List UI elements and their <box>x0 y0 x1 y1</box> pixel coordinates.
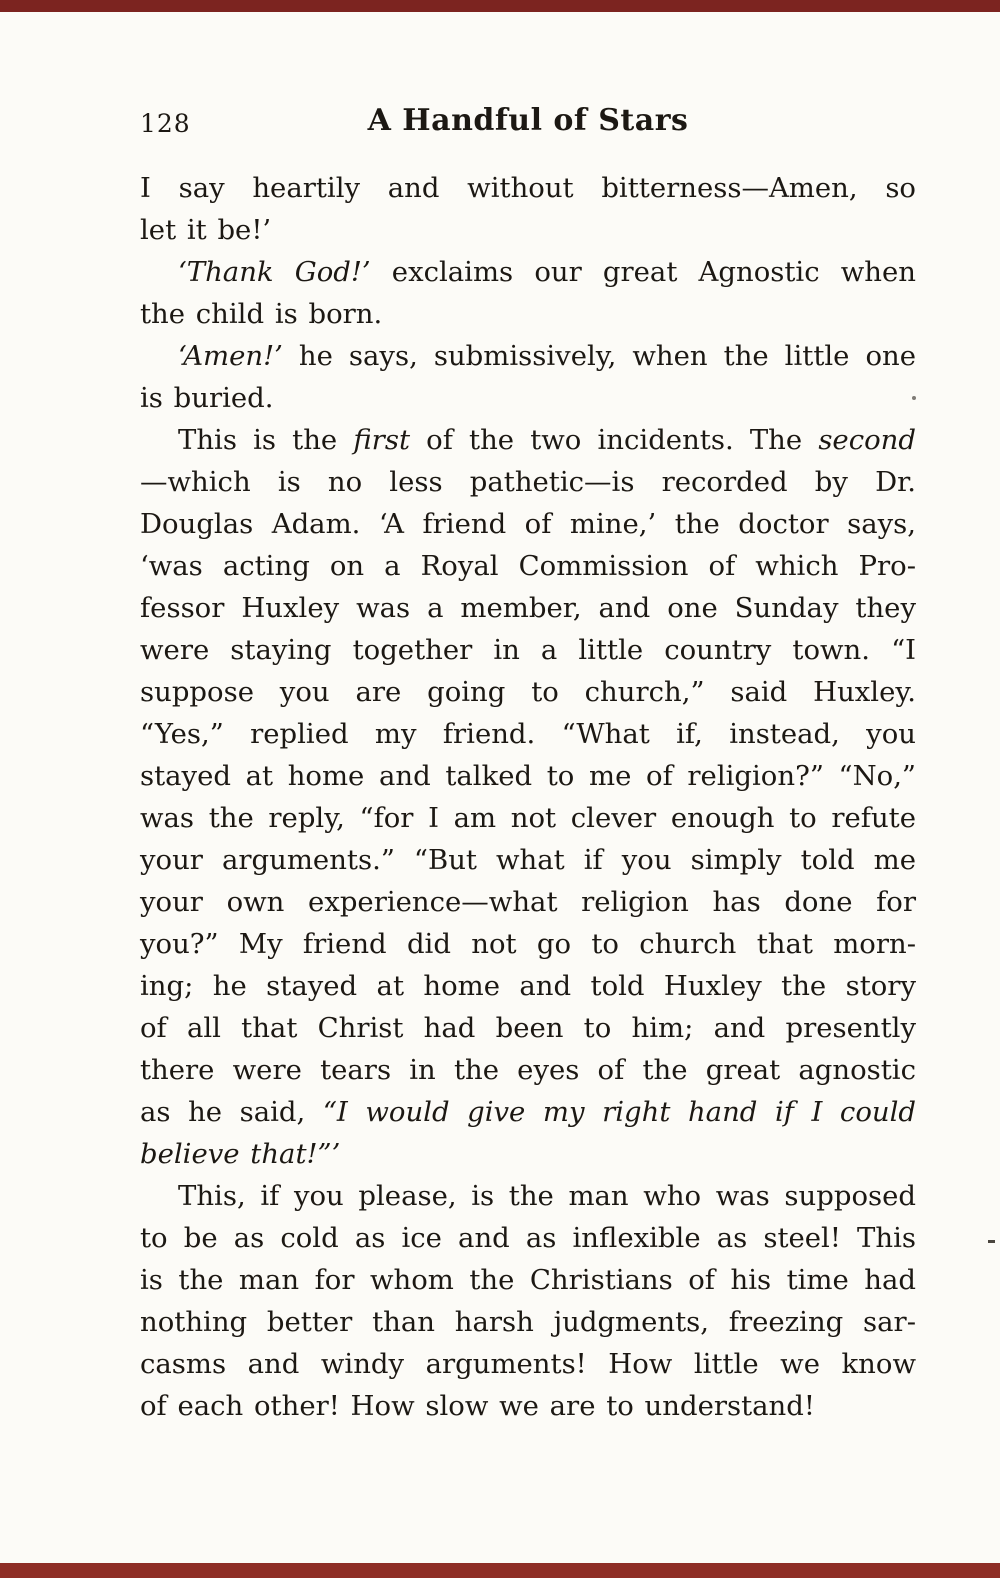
body-text: casms and windy arguments! How little we know <box>140 1348 916 1380</box>
text-line <box>140 1259 916 1301</box>
body-text: is buried. <box>140 382 274 414</box>
body-text: nothing better than harsh judgments, freezing sar- <box>140 1306 916 1338</box>
text-line <box>140 1301 916 1343</box>
body-text: your own experience—what religion has done for <box>140 886 916 918</box>
body-text: as he said, <box>140 1096 323 1128</box>
body-text: let it be!’ <box>140 214 272 246</box>
italic-text: second <box>818 424 916 456</box>
body-text: you?” My friend did not go to church that morn- <box>140 928 916 960</box>
text-line <box>140 1133 916 1175</box>
text-line <box>140 461 916 503</box>
running-header <box>140 103 916 143</box>
body-text: to be as cold as ice and as inflexible as steel! This <box>140 1222 916 1254</box>
page-number: 128 <box>140 109 191 138</box>
text-line <box>140 839 916 881</box>
scan-edge-bottom <box>0 1563 1000 1578</box>
body-text: is the man for whom the Christians of his time had <box>140 1264 916 1296</box>
scan-artifact <box>988 1240 995 1243</box>
body-text: This, if you please, is the man who was supposed <box>178 1180 916 1212</box>
body-text: “Yes,” replied my friend. “What if, instead, you <box>140 718 916 750</box>
text-line <box>140 1007 916 1049</box>
body-text: ‘was acting on a Royal Commission of which Pro- <box>140 550 916 582</box>
body-text: of the two incidents. The <box>410 424 819 456</box>
body-text: exclaims our great Agnostic when <box>370 256 917 288</box>
italic-text: “I would give my right hand if I could <box>322 1096 916 1128</box>
text-line <box>140 881 916 923</box>
book-title: A Handful of Stars <box>367 103 689 138</box>
body-text: was the reply, “for I am not clever enough to refute <box>140 802 916 834</box>
text-line <box>140 587 916 629</box>
text-line <box>140 1175 916 1217</box>
text-line <box>140 629 916 671</box>
body-text: suppose you are going to church,” said Huxley. <box>140 676 916 708</box>
text-line <box>140 545 916 587</box>
text-line <box>140 671 916 713</box>
body-text: of each other! How slow we are to understand! <box>140 1390 815 1422</box>
text-line <box>140 1217 916 1259</box>
body-text: ing; he stayed at home and told Huxley the story <box>140 970 916 1002</box>
text-line <box>140 797 916 839</box>
body-text: Douglas Adam. ‘A friend of mine,’ the doctor says, <box>140 508 916 540</box>
text-line <box>140 335 916 377</box>
body-text: there were tears in the eyes of the great agnostic <box>140 1054 916 1086</box>
text-line <box>140 713 916 755</box>
italic-text: believe that!”’ <box>140 1138 341 1170</box>
text-line <box>140 293 916 335</box>
text-block <box>140 167 916 1427</box>
text-line <box>140 377 916 419</box>
text-line <box>140 923 916 965</box>
scan-artifact <box>912 396 916 400</box>
body-text: were staying together in a little country town. “I <box>140 634 916 666</box>
italic-text: ‘Thank God!’ <box>178 256 371 288</box>
text-line <box>140 1385 916 1427</box>
body-text: the child is born. <box>140 298 383 330</box>
italic-text: ‘Amen!’ <box>178 340 283 372</box>
text-line <box>140 167 916 209</box>
italic-text: first <box>353 424 410 456</box>
body-text: stayed at home and talked to me of religion?” “No,” <box>140 760 916 792</box>
text-line <box>140 419 916 461</box>
text-line <box>140 251 916 293</box>
text-line <box>140 1343 916 1385</box>
text-line <box>140 503 916 545</box>
body-text: he says, submissively, when the little one <box>282 340 916 372</box>
body-text: This is the <box>178 424 354 456</box>
text-line <box>140 965 916 1007</box>
body-text: fessor Huxley was a member, and one Sunday they <box>140 592 916 624</box>
body-text: I say heartily and without bitterness—Amen, so <box>140 172 916 204</box>
body-text: —which is no less pathetic—is recorded by Dr. <box>140 466 916 498</box>
body-text: of all that Christ had been to him; and presently <box>140 1012 916 1044</box>
text-line <box>140 209 916 251</box>
text-line <box>140 755 916 797</box>
text-line <box>140 1049 916 1091</box>
text-line <box>140 1091 916 1133</box>
scan-edge-top <box>0 0 1000 12</box>
body-text: your arguments.” “But what if you simply told me <box>140 844 916 876</box>
